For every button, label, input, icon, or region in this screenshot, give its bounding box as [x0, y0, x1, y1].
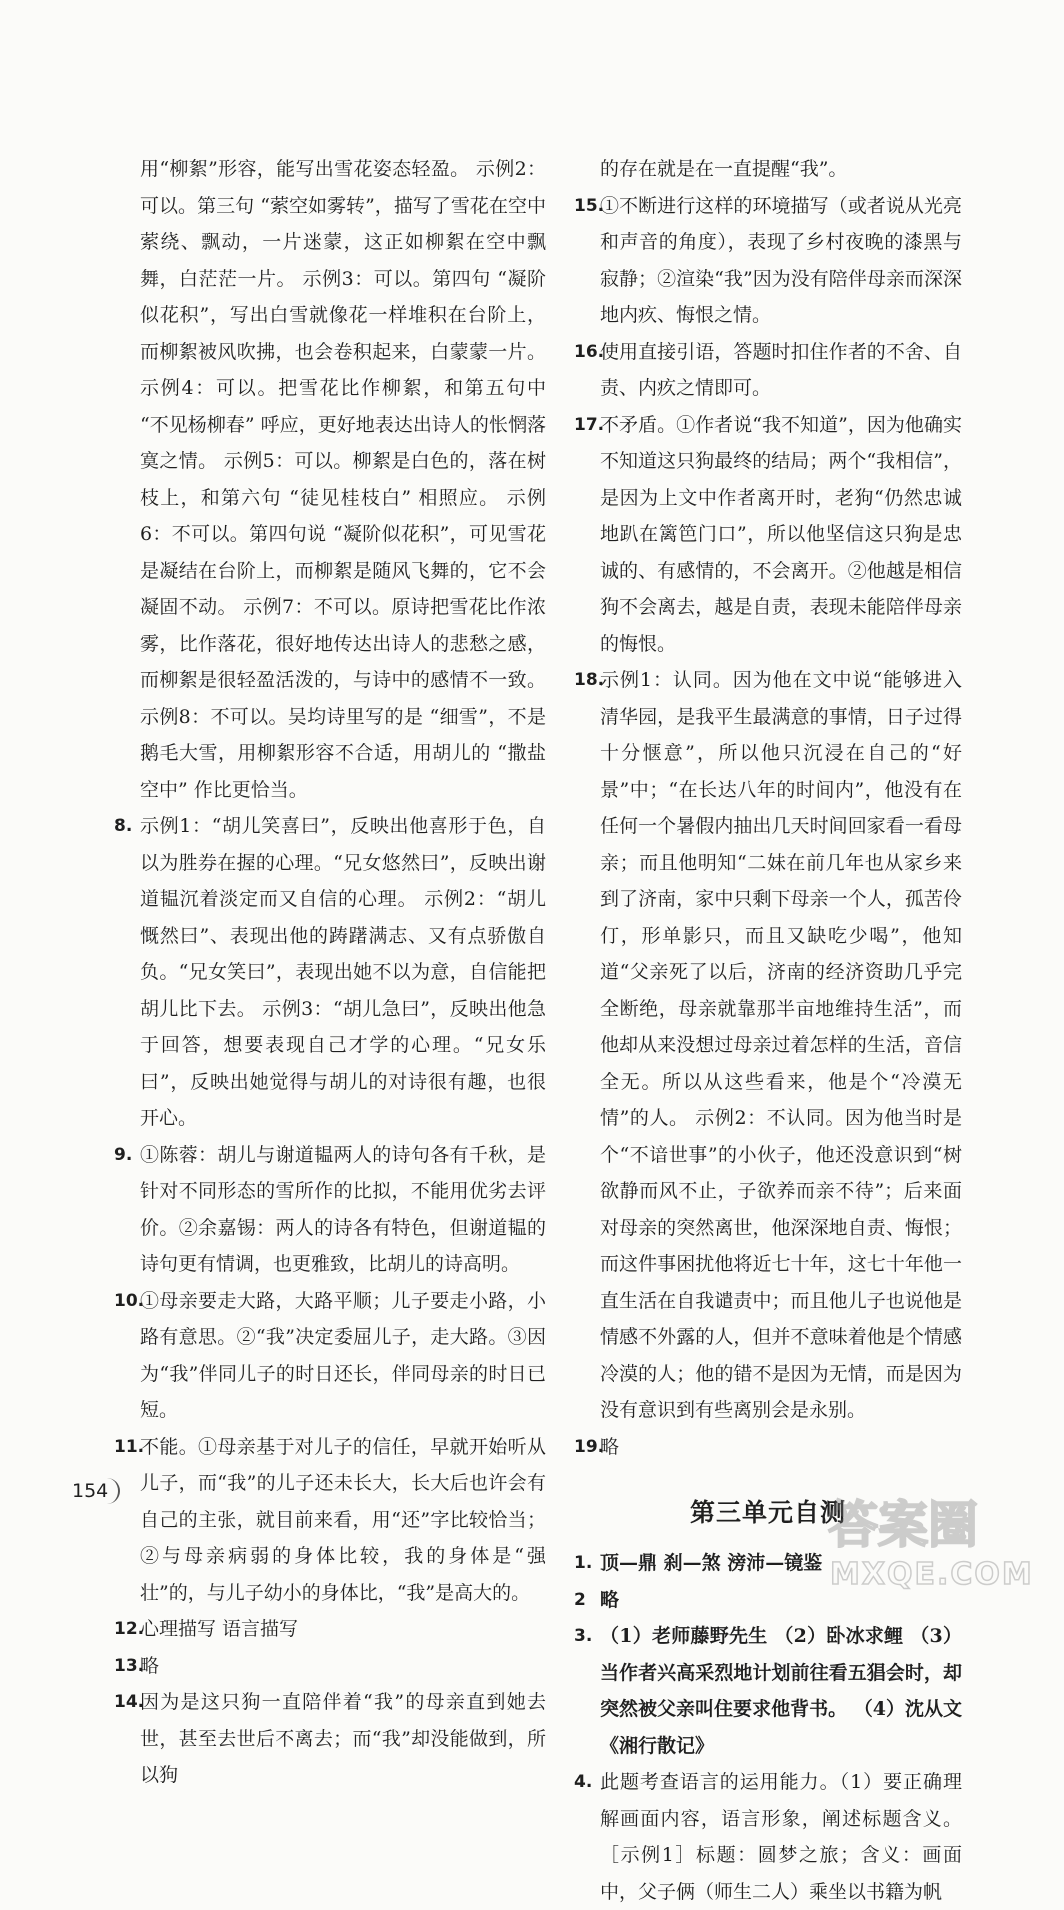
answer-continuation	[114, 151, 546, 808]
answer-text: 使用直接引语，答题时扣住作者的不舍、自责、内疚之情即可。	[600, 340, 962, 399]
answer-number: 1.	[574, 1553, 593, 1573]
answer-item	[574, 1618, 962, 1764]
watermark-url: MXQE.COM	[830, 1557, 1034, 1592]
answer-text: 用“柳絮”形容，能写出雪花姿态轻盈。 示例2：可以。第三句 “萦空如雾转”，描写了雪花在空中萦绕、飘动，一片迷蒙，这正如柳絮在空中飘舞，白茫茫一片。 示例3：可以。第四句 “凝阶似花积”，写出白雪就像花一样堆积在台阶上，而柳絮被风吹拂，也会卷积起来，白蒙蒙一片。 示例4：可以。把雪花比作柳絮，和第五句中 “不见杨柳春” 呼应，更好地表达出诗人的怅惘落寞之情。 示例5：可以。柳絮是白色的，落在树枝上，和第六句 “徒见桂枝白” 相照应。 示例6：不可以。第四句说 “凝阶似花积”，可见雪花是凝结在台阶上，而柳絮是随风飞舞的，它不会凝固不动。 示例7：不可以。原诗把雪花比作浓雾，比作落花，很好地传达出诗人的悲愁之感，而柳絮是很轻盈活泼的，与诗中的感情不一致。 示例8：不可以。吴均诗里写的是 “细雪”，不是鹅毛大雪，用柳絮形容不合适，用胡儿的 “撒盐空中” 作比更恰当。	[140, 158, 546, 801]
right-column	[574, 151, 962, 1910]
answer-number: 19.	[574, 1436, 605, 1457]
answer-text: 示例1：“胡儿笑喜曰”，反映出他喜形于色，自以为胜券在握的心理。“兄女悠然曰”，反映出谢道韫沉着淡定而又自信的心理。 示例2：“胡儿慨然曰”、表现出他的踌躇满志、又有点骄傲自负。“兄女笑曰”，表现出她不以为意，自信能把胡儿比下去。 示例3：“胡儿急曰”，反映出他急于回答，想要表现自己才学的心理。“兄女乐曰”，反映出她觉得与胡儿的对诗很有趣，也很开心。	[140, 815, 546, 1129]
answer-number: 2	[574, 1589, 586, 1610]
answer-text: 顶—鼎 刹—煞 滂沛—镜鉴	[600, 1552, 823, 1574]
answer-number: 9.	[114, 1144, 133, 1165]
answer-number: 18.	[574, 670, 605, 690]
answer-item	[574, 1429, 962, 1466]
answer-item	[114, 1429, 546, 1612]
answer-number: 4.	[574, 1772, 593, 1792]
page-number: 154	[68, 1478, 120, 1504]
answer-text: 不能。①母亲基于对儿子的信任，早就开始听从儿子，而“我”的儿子还未长大，长大后也许会有自己的主张，就目前来看，用“还”字比较恰当；②与母亲病弱的身体比较，我的身体是“强壮”的，与儿子幼小的身体比，“我”是高大的。	[140, 1435, 546, 1604]
answer-text: ①陈蓉：胡儿与谢道韫两人的诗句各有千秋，是针对不同形态的雪所作的比拟，不能用优劣去评价。②余嘉锡：两人的诗各有特色，但谢道韫的诗句更有情调，也更雅致，比胡儿的诗高明。	[140, 1143, 546, 1275]
answer-item	[574, 188, 962, 334]
answer-item	[574, 662, 962, 1429]
section-title: 第三单元自测	[689, 1498, 846, 1527]
answer-number: 13.	[114, 1655, 145, 1676]
answer-number: 10.	[114, 1290, 145, 1311]
answer-number: 8.	[114, 816, 133, 836]
answer-text: 不矛盾。①作者说“我不知道”，因为他确实不知道这只狗最终的结局；两个“我相信”，是因为上文中作者离开时，老狗“仍然忠诚地趴在篱笆门口”，所以他坚信这只狗是忠诚的、有感情的，不会离开。②他越是相信狗不会离去，越是自责，表现未能陪伴母亲的悔恨。	[600, 413, 962, 655]
answer-text: 心理描写 语言描写	[140, 1618, 299, 1640]
answer-item	[114, 1283, 546, 1429]
answer-number: 14.	[114, 1692, 145, 1712]
left-column	[114, 151, 546, 1794]
answer-item	[114, 1611, 546, 1648]
answer-number: 15.	[574, 195, 605, 216]
answer-item	[114, 1137, 546, 1283]
answer-text: 因为是这只狗一直陪伴着“我”的母亲直到她去世，甚至去世后不离去；而“我”却没能做到，所以狗	[140, 1691, 546, 1786]
answer-item	[574, 407, 962, 663]
answer-text: 略	[140, 1654, 160, 1677]
answer-text: 略	[600, 1588, 620, 1611]
watermark-text: 答案圈	[828, 1496, 978, 1554]
answer-item	[114, 808, 546, 1137]
answer-item	[114, 1684, 546, 1794]
answer-number: 16.	[574, 341, 605, 362]
answer-number: 3.	[574, 1626, 593, 1646]
answer-number: 17.	[574, 414, 605, 435]
answer-text: 此题考查语言的运用能力。（1）要正确理解画面内容，语言形象，阐述标题含义。［示例1］标题：圆梦之旅；含义：画面中，父子俩（师生二人）乘坐以书籍为帆	[600, 1771, 962, 1903]
answer-item	[574, 334, 962, 407]
answer-text: 示例1：认同。因为他在文中说“能够进入清华园，是我平生最满意的事情，日子过得十分惬意”，所以他只沉浸在自己的“好景”中；“在长达八年的时间内”，他没有在任何一个暑假内抽出几天时间回家看一看母亲；而且他明知“二妹在前几年也从家乡来到了济南，家中只剩下母亲一个人，孤苦伶仃，形单影只，而且又缺吃少喝”，他知道“父亲死了以后，济南的经济资助几乎完全断绝，母亲就靠那半亩地维持生活”，而他却从来没想过母亲过着怎样的生活，音信全无。所以从这些看来，他是个“冷漠无情”的人。 示例2：不认同。因为他当时是个“不谙世事”的小伙子，他还没意识到“树欲静而风不止，子欲养而亲不待”；后来面对母亲的突然离世，他深深地自责、悔恨；而这件事困扰他将近七十年，这七十年他一直生活在自我谴责中；而且他儿子也说他是情感不外露的人，但并不意味着他是个情感冷漠的人；他的错不是因为无情，而是因为没有意识到有些离别会是永别。	[600, 669, 962, 1421]
answer-text: 略	[600, 1435, 620, 1458]
answer-text: ①母亲要走大路，大路平顺；儿子要走小路，小路有意思。②“我”决定委屈儿子，走大路。③因为“我”伴同儿子的时日还长，伴同母亲的时日已短。	[140, 1289, 546, 1421]
answer-text: （1）老师藤野先生 （2）卧冰求鲤 （3）当作者兴高采烈地计划前往看五猖会时，却突然被父亲叫住要求他背书。 （4）沈从文《湘行散记》	[600, 1625, 962, 1757]
answer-continuation	[574, 151, 962, 188]
answer-number: 11.	[114, 1436, 145, 1457]
answer-item	[114, 1648, 546, 1685]
answer-text: 的存在就是在一直提醒“我”。	[600, 158, 848, 180]
answer-number: 12.	[114, 1619, 145, 1639]
answer-item	[574, 1545, 962, 1582]
answer-item	[574, 1764, 962, 1910]
answer-text: ①不断进行这样的环境描写（或者说从光亮和声音的角度），表现了乡村夜晚的漆黑与寂静；②渲染“我”因为没有陪伴母亲而深深地内疚、悔恨之情。	[600, 194, 962, 326]
